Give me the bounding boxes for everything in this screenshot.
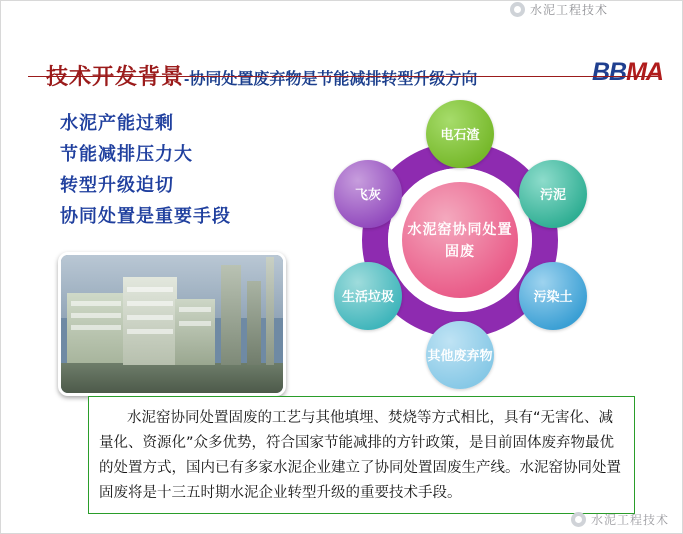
top-watermark-bar bbox=[0, 0, 683, 22]
key-point-1: 水泥产能过剩 bbox=[60, 113, 174, 133]
watermark-bottom bbox=[571, 511, 669, 528]
page-title-main: 技术开发背景 bbox=[46, 64, 185, 89]
photo-window-row bbox=[127, 301, 173, 306]
key-point-4: 协同处置是重要手段 bbox=[60, 206, 231, 226]
photo-tower-1 bbox=[221, 265, 241, 365]
diagram-center-label: 水泥窑协同处置固废 bbox=[402, 182, 518, 298]
key-point-2: 节能减排压力大 bbox=[60, 144, 193, 164]
key-points-list bbox=[60, 108, 231, 232]
synergy-diagram bbox=[300, 96, 655, 396]
photo-ground bbox=[61, 363, 283, 393]
brand-logo-tail: MA bbox=[626, 58, 663, 86]
watermark-top-label: 水泥工程技术 bbox=[530, 3, 609, 17]
diagram-node-top: 电石渣 bbox=[426, 100, 494, 168]
diagram-node-bottom: 其他废弃物 bbox=[426, 321, 494, 389]
diagram-node-left-lower: 生活垃圾 bbox=[334, 262, 402, 330]
cement-plant-photo bbox=[58, 252, 286, 396]
watermark-top bbox=[510, 1, 608, 18]
photo-window-row bbox=[179, 307, 211, 312]
header-divider bbox=[28, 76, 658, 77]
photo-window-row bbox=[127, 329, 173, 334]
diagram-node-left-upper: 飞灰 bbox=[334, 160, 402, 228]
summary-paragraph: 水泥窑协同处置固废的工艺与其他填埋、焚烧等方式相比，具有“无害化、减量化、资源化”众多优势，符合国家节能减排的方针政策，是目前固体废弃物最优的处置方式，国内已有多家水泥企业建立了协同处置固废生产线。水泥窑协同处置固废将是十三五时期水泥企业转型升级的重要技术手段。 bbox=[99, 410, 621, 501]
brand-logo-main: BB bbox=[592, 58, 627, 86]
watermark-bottom-label: 水泥工程技术 bbox=[590, 513, 669, 527]
photo-tower-2 bbox=[247, 281, 261, 365]
key-point-3: 转型升级迫切 bbox=[60, 175, 174, 195]
diagram-node-right-lower: 污染土 bbox=[519, 262, 587, 330]
diagram-node-right-upper: 污泥 bbox=[519, 160, 587, 228]
photo-window-row bbox=[127, 315, 173, 320]
page-title-subtitle: -协同处置废弃物是节能减排转型升级方向 bbox=[184, 71, 478, 88]
photo-window-row bbox=[127, 287, 173, 292]
photo-window-row bbox=[179, 321, 211, 326]
photo-window-row bbox=[71, 313, 121, 318]
watermark-logo-icon bbox=[571, 512, 586, 527]
photo-window-row bbox=[71, 325, 121, 330]
photo-chimney bbox=[266, 257, 274, 365]
watermark-logo-icon bbox=[510, 2, 525, 17]
summary-text-box bbox=[88, 396, 635, 514]
photo-window-row bbox=[71, 301, 121, 306]
brand-logo bbox=[592, 58, 663, 87]
